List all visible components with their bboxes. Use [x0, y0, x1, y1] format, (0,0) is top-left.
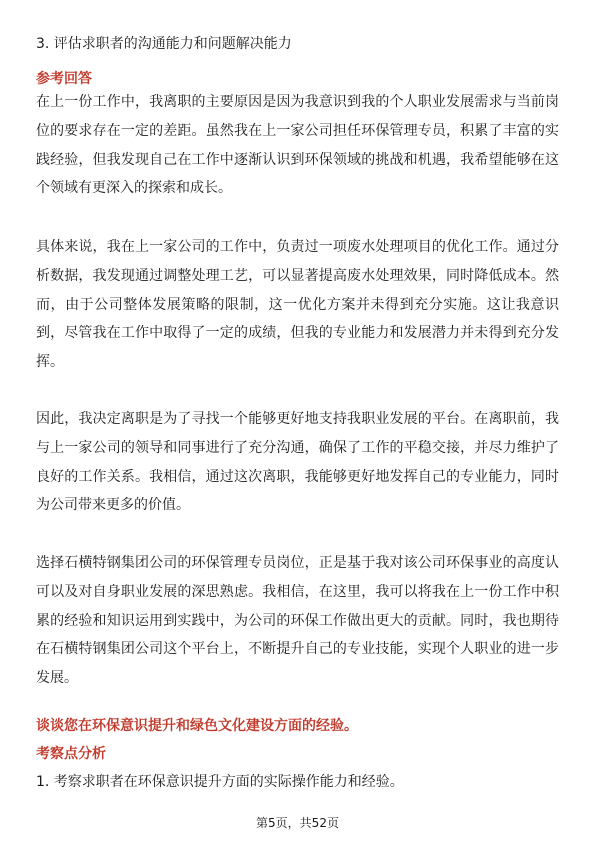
- question-heading: 谈谈您在环保意识提升和绿色文化建设方面的经验。: [36, 718, 358, 734]
- intro-point: 3. 评估求职者的沟通能力和问题解决能力: [36, 36, 292, 52]
- analysis-heading: 考察点分析: [36, 746, 106, 762]
- answer-paragraph-1: 在上一份工作中，我离职的主要原因是因为我意识到我的个人职业发展需求与当前岗位的要求存在一定的差距。虽然我在上一家公司担任环保管理专员，积累了丰富的实践经验，但我发现自己在工作中逐渐认识到环保领域的挑战和机遇，我希望能够在这个领域有更深入的探索和成长。: [36, 94, 559, 197]
- answer-paragraph-4: 选择石横特钢集团公司的环保管理专员岗位，正是基于我对该公司环保事业的高度认可以及对自身职业发展的深思熟虑。我相信，在这里，我可以将我在上一份工作中积累的经验和知识运用到实践中，为公司的环保工作做出更大的贡献。同时，我也期待在石横特钢集团公司这个平台上，不断提升自己的专业技能，实现个人职业的进一步发展。: [36, 555, 559, 687]
- page-footer: 第5页，共52页: [256, 816, 339, 830]
- answer-heading: 参考回答: [36, 71, 92, 87]
- answer-paragraph-3: 因此，我决定离职是为了寻找一个能够更好地支持我职业发展的平台。在离职前，我与上一家公司的领导和同事进行了充分沟通，确保了工作的平稳交接，并尽力维护了良好的工作关系。我相信，通过这次离职，我能够更好地发挥自己的专业能力，同时为公司带来更多的价值。: [36, 411, 559, 514]
- answer-paragraph-2: 具体来说，我在上一家公司的工作中，负责过一项废水处理项目的优化工作。通过分析数据，我发现通过调整处理工艺，可以显著提高废水处理效果，同时降低成本。然而，由于公司整体发展策略的限制，这一优化方案并未得到充分实施。这让我意识到，尽管我在工作中取得了一定的成绩，但我的专业能力和发展潜力并未得到充分发挥。: [36, 239, 559, 371]
- analysis-point-1: 1. 考察求职者在环保意识提升方面的实际操作能力和经验。: [36, 774, 404, 790]
